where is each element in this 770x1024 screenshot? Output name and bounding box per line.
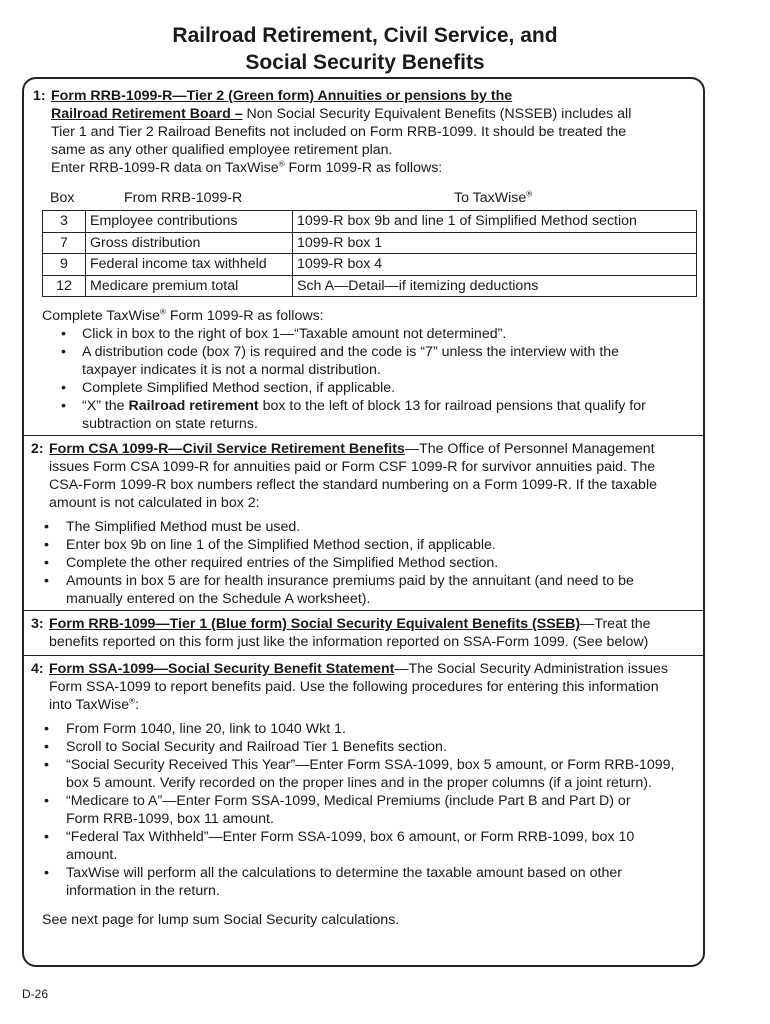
cell-box: 7 [43,232,86,254]
registered-mark: ® [278,159,285,169]
bullet-icon: • [61,380,66,396]
section-4-text-l3b: : [135,697,140,713]
cell-from: Medicare premium total [86,275,293,297]
bullet-icon: • [44,721,49,737]
cell-from: Employee contributions [86,211,293,233]
section-1-line2 [51,105,631,123]
section-4 [24,655,703,967]
bullet-text-cont: subtraction on state returns. [82,416,258,432]
section-1-text-l5a: Enter RRB-1099-R data on TaxWise [51,160,279,176]
bullet-icon: • [61,344,66,360]
table-row [43,232,697,254]
bullet-text: Complete Simplified Method section, if applicable. [82,380,396,396]
bullet-icon: • [44,555,49,571]
bullet-text: TaxWise will perform all the calculations to determine the taxable amount based on other [66,865,622,881]
see-next-page-note: See next page for lump sum Social Security calculations. [42,912,400,928]
complete-instruction [42,307,324,325]
bullet-text-cont: taxpayer indicates it is not a normal distribution. [82,362,381,378]
section-3-heading: Form RRB-1099—Tier 1 (Blue form) Social Security Equivalent Benefits (SSEB) [49,616,581,632]
section-1-heading: Form RRB-1099-R—Tier 2 (Green form) Annuities or pensions by the [51,88,513,104]
section-1-text-l5 [51,159,442,177]
bullet-text: Complete the other required entries of the Simplified Method section. [66,555,499,571]
cell-to: Sch A—Detail—if itemizing deductions [293,275,697,297]
section-4-text-l1: —The Social Security Administration issues [394,661,668,677]
bullet-icon: • [44,829,49,845]
section-2-text-l4: amount is not calculated in box 2: [49,495,260,511]
bullet-text-cont: amount. [66,847,118,863]
cell-from: Federal income tax withheld [86,254,293,276]
bullet-text: “Medicare to A”—Enter Form SSA-1099, Medical Premiums (include Part B and Part D) or [66,793,631,809]
bullet-text: “Federal Tax Withheld”—Enter Form SSA-1099, box 6 amount, or Form RRB-1099, box 10 [66,829,635,845]
bullet-text: “Social Security Received This Year”—Enter Form SSA-1099, box 5 amount, or Form RRB-1099, [66,757,675,773]
bullet-icon: • [44,537,49,553]
registered-mark: ® [129,696,136,706]
section-1-text-l2: Non Social Security Equivalent Benefits (NSSEB) includes all [242,106,632,122]
col-header-to-text: To TaxWise [454,190,527,206]
section-4-heading: Form SSA-1099—Social Security Benefit Statement [49,661,395,677]
bullet-text-cont: Form RRB-1099, box 11 amount. [66,811,274,827]
cell-box: 12 [43,275,86,297]
section-1 [24,79,703,436]
page-title-line1: Railroad Retirement, Civil Service, and [172,24,558,47]
section-2-line1 [49,440,655,458]
table-row [43,254,697,276]
section-1-text-l3: Tier 1 and Tier 2 Railroad Benefits not included on Form RRB-1099. It should be treated the [51,124,627,140]
bullet-icon: • [61,326,66,342]
cell-box: 3 [43,211,86,233]
section-1-text-l5b: Form 1099-R as follows: [284,160,443,176]
registered-mark: ® [160,307,166,317]
cell-box: 9 [43,254,86,276]
bullet-text: From Form 1040, line 20, link to 1040 Wkt 1. [66,721,346,737]
section-2 [24,435,703,611]
bullet-text-cont: information in the return. [66,883,220,899]
section-3-line1 [49,615,651,633]
section-4-text-l2: Form SSA-1099 to report benefits paid. Use the following procedures for entering this information [49,679,659,695]
page-number: D-26 [22,987,49,1001]
section-4-text-l3a: into TaxWise [49,697,130,713]
bullet-text-cont: manually entered on the Schedule A worksheet). [66,591,371,607]
bullet-icon: • [44,519,49,535]
cell-to: 1099-R box 4 [293,254,697,276]
bullet-icon: • [61,398,66,414]
table-row [43,275,697,297]
section-3-text-l1: —Treat the [580,616,651,632]
section-1-number: 1: [33,88,46,104]
bullet-icon: • [44,739,49,755]
cell-to: 1099-R box 1 [293,232,697,254]
col-header-box: Box [50,190,75,206]
bullet-icon: • [44,865,49,881]
col-header-to [454,189,532,207]
registered-mark: ® [526,189,533,199]
bullet-text: Scroll to Social Security and Railroad Tier 1 Benefits section. [66,739,447,755]
bullet-text: The Simplified Method must be used. [66,519,301,535]
section-4-text-l3 [49,696,139,714]
bullet-text [82,397,646,415]
complete-text-b: Form 1099-R as follows: [165,308,324,324]
bullet-text: Click in box to the right of box 1—“Taxable amount not determined”. [82,326,507,342]
section-3-text-l2: benefits reported on this form just like the information reported on SSA-Form 1099. (See below) [49,634,649,650]
section-1-text-l4: same as any other qualified employee retirement plan. [51,142,393,158]
section-2-text-l1: —The Office of Personnel Management [404,441,655,457]
col-header-from: From RRB-1099-R [124,190,243,206]
table-row [43,211,697,233]
box-mapping-table [42,210,697,297]
bullet-text-b: box to the left of block 13 for railroad pensions that qualify for [258,398,646,414]
bullet-text-bold: Railroad retirement [128,398,259,414]
bullet-text-cont: box 5 amount. Verify recorded on the proper lines and in the proper columns (if a joint return). [66,775,652,791]
section-1-heading-cont: Railroad Retirement Board – [51,106,243,122]
bullet-text: A distribution code (box 7) is required and the code is “7” unless the interview with the [82,344,620,360]
section-2-heading: Form CSA 1099-R—Civil Service Retirement Benefits [49,441,405,457]
cell-to: 1099-R box 9b and line 1 of Simplified Method section [293,211,697,233]
bullet-icon: • [44,573,49,589]
bullet-icon: • [44,793,49,809]
complete-text-a: Complete TaxWise [42,308,161,324]
section-3-number: 3: [31,616,44,632]
bullet-icon: • [44,757,49,773]
section-2-text-l2: issues Form CSA 1099-R for annuities paid or Form CSF 1099-R for survivor annuities paid. The [49,459,656,475]
content-box [22,77,705,967]
cell-from: Gross distribution [86,232,293,254]
page-title [0,22,730,76]
section-4-number: 4: [31,661,44,677]
page-title-line2: Social Security Benefits [245,51,485,74]
section-4-line1 [49,660,668,678]
bullet-text: Amounts in box 5 are for health insurance premiums paid by the annuitant (and need to be [66,573,634,589]
bullet-text: Enter box 9b on line 1 of the Simplified Method section, if applicable. [66,537,496,553]
section-3 [24,610,703,656]
bullet-text-a: “X” the [82,398,129,414]
section-2-number: 2: [31,441,44,457]
section-2-text-l3: CSA-Form 1099-R box numbers reflect the standard numbering on a Form 1099-R. If the taxable [49,477,657,493]
